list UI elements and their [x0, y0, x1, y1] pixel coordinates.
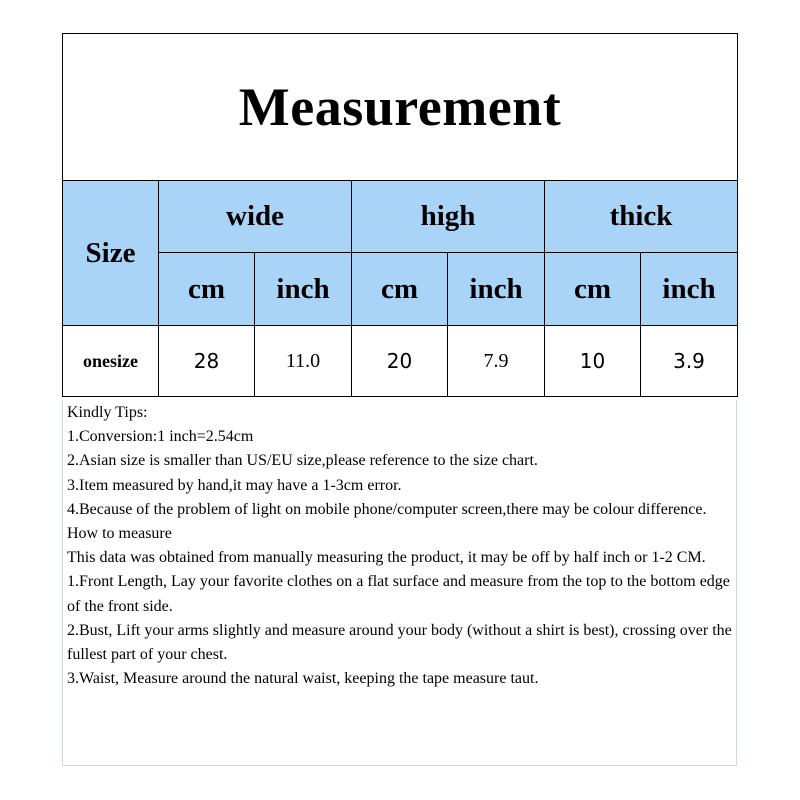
size-chart-table — [62, 33, 738, 397]
high-inch-value: 7.9 — [448, 326, 545, 397]
tip-line: 2.Bust, Lift your arms slightly and measure around your body (without a shirt is best), crossing over the fullest part of your chest. — [67, 621, 732, 664]
high-cm-header: cm — [352, 253, 448, 326]
high-group-header: high — [352, 181, 545, 253]
how-to-measure-heading: How to measure — [67, 525, 172, 543]
tip-line: 3.Item measured by hand,it may have a 1-3cm error. — [67, 476, 402, 494]
thick-cm-header: cm — [545, 253, 641, 326]
high-inch-header: inch — [448, 253, 545, 326]
thick-inch-value: 3.9 — [641, 326, 738, 397]
row-size-label: onesize — [63, 326, 159, 397]
tip-line: This data was obtained from manually measuring the product, it may be off by half inch or 1-2 CM. — [67, 549, 706, 567]
tip-line: 1.Conversion:1 inch=2.54cm — [67, 428, 254, 446]
tip-line: 2.Asian size is smaller than US/EU size,please reference to the size chart. — [67, 452, 538, 470]
thick-inch-header: inch — [641, 253, 738, 326]
table-row — [63, 326, 738, 397]
thick-group-header: thick — [545, 181, 738, 253]
page-title: Measurement — [63, 34, 738, 181]
wide-inch-value: 11.0 — [255, 326, 352, 397]
tip-line: 3.Waist, Measure around the natural waist, keeping the tape measure taut. — [67, 670, 539, 688]
wide-cm-value: 28 — [159, 326, 255, 397]
wide-inch-header: inch — [255, 253, 352, 326]
tips-section — [62, 400, 737, 766]
wide-group-header: wide — [159, 181, 352, 253]
size-column-header: Size — [63, 181, 159, 326]
wide-cm-header: cm — [159, 253, 255, 326]
tip-line: 4.Because of the problem of light on mobile phone/computer screen,there may be colour difference. — [67, 500, 707, 518]
tip-line: 1.Front Length, Lay your favorite clothes on a flat surface and measure from the top to the bottom edge of the front side. — [67, 573, 730, 615]
high-cm-value: 20 — [352, 326, 448, 397]
tips-heading: Kindly Tips: — [67, 404, 148, 421]
thick-cm-value: 10 — [545, 326, 641, 397]
